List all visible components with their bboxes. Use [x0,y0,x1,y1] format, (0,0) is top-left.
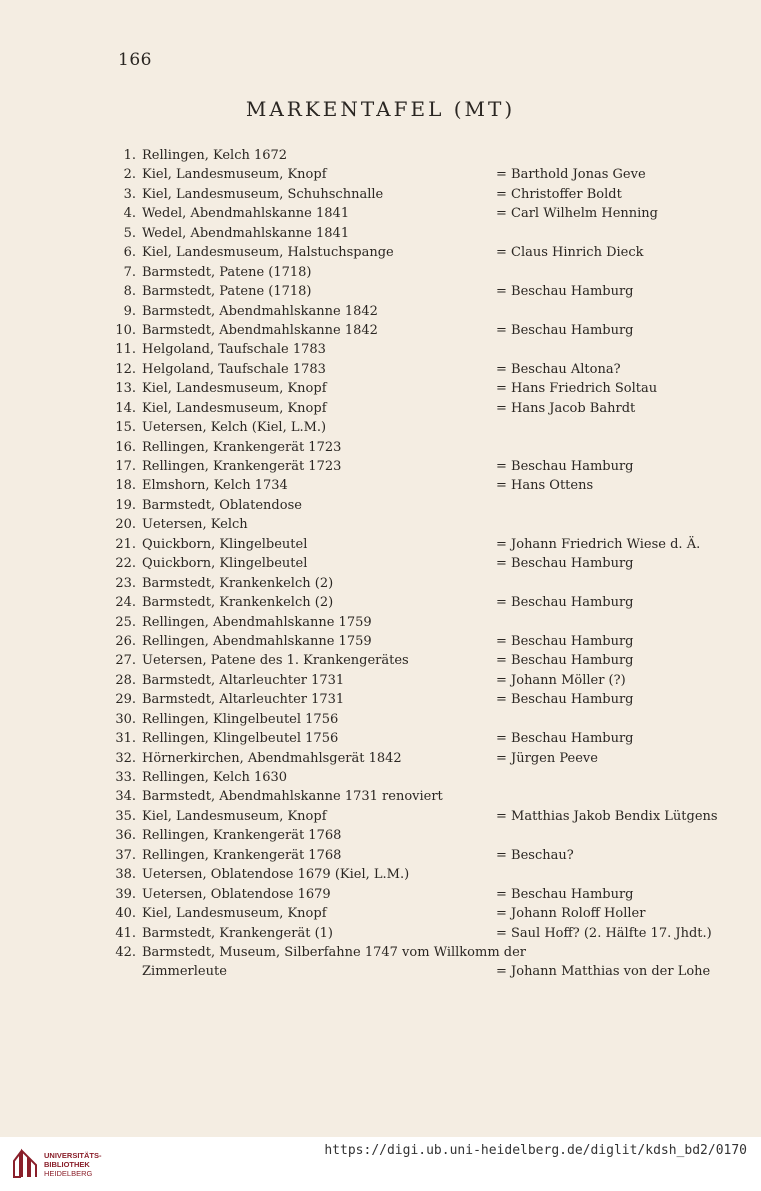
table-row [112,749,712,768]
entry-master: = Johann Roloff Holler [496,906,646,922]
entry-location: Wedel, Abendmahlskanne 1841 [142,206,350,222]
entry-master: = Beschau Hamburg [496,731,634,747]
table-row [112,787,712,806]
table-row [112,224,712,243]
entry-number: 1. [123,148,136,163]
entry-number: 31. [115,731,136,747]
table-row [112,476,712,495]
entry-number: 28. [115,672,136,688]
table-row [112,204,712,223]
entry-master: = Beschau Hamburg [496,284,634,300]
table-row [112,340,712,359]
entry-master: = Beschau Hamburg [496,322,634,338]
table-row [112,924,712,943]
table-row [112,846,712,865]
entry-location: Barmstedt, Abendmahlskanne 1731 renoviert [142,789,443,805]
entry-number: 2. [123,167,136,183]
library-logo-icon [10,1147,38,1181]
entry-number: 32. [115,750,136,766]
entry-location: Rellingen, Kelch 1630 [142,770,288,785]
entry-location: Barmstedt, Abendmahlskanne 1842 [142,303,378,319]
entry-master: = Beschau Hamburg [496,886,634,902]
entry-number: 16. [115,439,136,455]
table-row [112,885,712,904]
entry-location: Zimmerleute [142,964,227,980]
entry-location: Kiel, Landesmuseum, Knopf [142,906,327,922]
entry-location: Wedel, Abendmahlskanne 1841 [142,225,350,241]
table-row [112,146,712,165]
table-row [112,399,712,418]
entry-number: 29. [115,692,136,708]
table-row [112,360,712,379]
entry-master: = Hans Friedrich Soltau [496,381,658,397]
entry-number: 9. [123,303,136,319]
entry-location: Barmstedt, Patene (1718) [142,264,312,280]
source-url[interactable]: https://digi.ub.uni-heidelberg.de/diglit/kdsh_bd2/0170 [324,1143,747,1158]
entry-master: = Claus Hinrich Dieck [496,245,644,261]
entry-number: 6. [123,245,136,261]
table-row [112,438,712,457]
entry-location: Rellingen, Krankengerät 1723 [142,459,342,474]
entry-number: 22. [115,556,136,572]
entry-number: 26. [115,633,136,649]
entry-location: Uetersen, Kelch (Kiel, L.M.) [142,420,327,436]
table-row [112,943,712,962]
table-row [112,165,712,184]
entry-master: = Beschau Hamburg [496,653,634,669]
entry-number: 14. [115,400,136,416]
entry-location: Uetersen, Patene des 1. Krankengerätes [142,653,409,669]
table-row [112,768,712,787]
entry-location: Barmstedt, Abendmahlskanne 1842 [142,322,378,338]
entry-number: 34. [115,789,136,805]
entry-location: Rellingen, Kelch 1672 [142,148,288,163]
entry-location: Quickborn, Klingelbeutel [142,556,308,572]
table-row [112,826,712,845]
entry-location: Uetersen, Oblatendose 1679 (Kiel, L.M.) [142,867,410,883]
table-row [112,243,712,262]
library-name-line1: UNIVERSITÄTS- [44,1151,102,1160]
entry-number: 30. [115,711,136,727]
entry-number: 15. [115,420,136,436]
mark-table [112,146,718,982]
entry-location: Barmstedt, Altarleuchter 1731 [142,692,345,708]
entry-location: Elmshorn, Kelch 1734 [142,478,288,494]
entry-location: Barmstedt, Oblatendose [142,497,302,513]
table-row [112,632,712,651]
entry-master: = Johann Matthias von der Lohe [496,964,711,980]
entry-master: = Johann Friedrich Wiese d. Ä. [496,536,701,552]
entry-number: 12. [115,361,136,377]
page-number: 166 [118,50,152,70]
table-row [112,574,712,593]
entry-location: Rellingen, Abendmahlskanne 1759 [142,633,372,649]
entry-master: = Beschau Hamburg [496,633,634,649]
library-name [44,1151,102,1178]
entry-number: 25. [115,614,136,630]
entry-number: 17. [115,459,136,474]
entry-number: 20. [115,517,136,533]
table-row [112,321,712,340]
entry-number: 41. [115,925,136,941]
table-row [112,515,712,534]
entry-location: Barmstedt, Altarleuchter 1731 [142,672,345,688]
entry-location: Rellingen, Krankengerät 1723 [142,439,342,455]
table-row [112,282,712,301]
entry-master: = Jürgen Peeve [496,750,598,766]
entry-location: Rellingen, Abendmahlskanne 1759 [142,614,372,630]
entry-master: = Carl Wilhelm Henning [496,206,658,222]
table-row [112,807,718,826]
table-row [112,865,712,884]
entry-number: 8. [123,284,136,300]
table-row [112,554,712,573]
entry-master: = Beschau Hamburg [496,692,634,708]
entry-master: = Johann Möller (?) [496,672,626,688]
table-row [112,729,712,748]
entry-location: Barmstedt, Krankenkelch (2) [142,575,334,591]
table-row [112,457,712,476]
table-row [112,263,712,282]
entry-location: Barmstedt, Krankenkelch (2) [142,595,334,611]
entry-number: 36. [115,828,136,844]
table-row [112,379,712,398]
table-row [112,535,712,554]
entry-number: 24. [115,595,136,611]
entry-number: 38. [115,867,136,883]
table-row [112,962,712,981]
table-row [112,710,712,729]
entry-location: Hörnerkirchen, Abendmahlsgerät 1842 [142,750,402,766]
entry-number: 37. [115,847,136,863]
entry-number: 4. [123,206,136,222]
entry-number: 40. [115,906,136,922]
entry-number: 27. [115,653,136,669]
table-row [112,302,712,321]
entry-number: 23. [115,575,136,591]
entry-location: Uetersen, Kelch [142,517,248,533]
entry-location: Uetersen, Oblatendose 1679 [142,886,331,902]
entry-master: = Hans Ottens [496,478,594,494]
table-row [112,671,712,690]
entry-location: Kiel, Landesmuseum, Schuhschnalle [142,186,384,202]
table-row [112,690,712,709]
entry-master: = Beschau Hamburg [496,595,634,611]
entry-location: Kiel, Landesmuseum, Halstuchspange [142,245,394,261]
entry-number: 42. [115,944,136,960]
entry-location: Rellingen, Krankengerät 1768 [142,828,342,844]
entry-location: Rellingen, Klingelbeutel 1756 [142,711,339,727]
entry-location: Barmstedt, Patene (1718) [142,284,312,300]
table-row [112,185,712,204]
entry-number: 18. [115,478,136,494]
entry-location: Quickborn, Klingelbeutel [142,536,308,552]
entry-number: 13. [115,381,136,397]
entry-number: 35. [115,808,136,824]
entry-master: = Christoffer Boldt [496,186,622,202]
entry-number: 19. [115,497,136,513]
footer [0,1137,761,1191]
entry-location: Barmstedt, Museum, Silberfahne 1747 vom Willkomm der [142,944,527,960]
entry-number: 39. [115,886,136,902]
entry-location: Helgoland, Taufschale 1783 [142,361,326,377]
entry-number: 5. [123,225,136,241]
table-row [112,651,712,670]
table-row [112,496,712,515]
entry-master: = Beschau Altona? [496,361,621,377]
entry-location: Kiel, Landesmuseum, Knopf [142,167,327,183]
entry-location: Kiel, Landesmuseum, Knopf [142,400,327,416]
entry-master: = Barthold Jonas Geve [496,167,646,183]
entry-number: 21. [115,536,136,552]
table-row [112,904,712,923]
page-title: MARKENTAFEL (MT) [245,97,516,121]
table-row [112,593,712,612]
entry-master: = Beschau Hamburg [496,459,634,474]
entry-location: Kiel, Landesmuseum, Knopf [142,808,327,824]
entry-location: Kiel, Landesmuseum, Knopf [142,381,327,397]
entry-master: = Matthias Jakob Bendix Lütgens [496,808,718,824]
entry-number: 33. [115,770,136,785]
entry-location: Rellingen, Krankengerät 1768 [142,847,342,863]
library-name-line2: BIBLIOTHEK [44,1160,90,1169]
entry-master: = Beschau? [496,847,574,863]
entry-location: Helgoland, Taufschale 1783 [142,342,326,358]
entry-number: 11. [115,342,136,358]
entry-location: Rellingen, Klingelbeutel 1756 [142,731,339,747]
entry-number: 3. [123,186,136,202]
entry-location: Barmstedt, Krankengerät (1) [142,925,333,941]
library-name-line3: HEIDELBERG [44,1169,93,1178]
entry-number: 7. [123,264,136,280]
entry-master: = Hans Jacob Bahrdt [496,400,636,416]
table-row [112,418,712,437]
entry-master: = Beschau Hamburg [496,556,634,572]
entry-master: = Saul Hoff? (2. Hälfte 17. Jhdt.) [496,925,712,941]
entry-number: 10. [115,322,136,338]
table-row [112,613,712,632]
